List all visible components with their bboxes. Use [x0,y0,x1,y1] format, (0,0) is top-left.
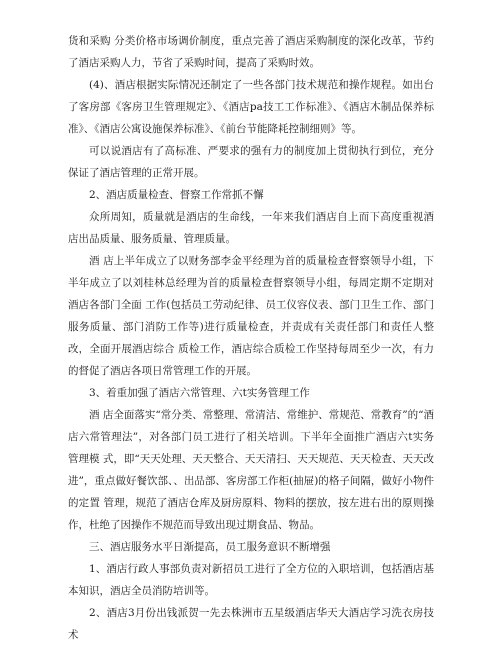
paragraph-management-summary: 可以说酒店有了高标准、严要求的强有力的制度加上贯彻执行到位，充分保证了酒店管理的正常开展。 [68,145,434,179]
paragraph-six-management: 酒 店全面落实“常分类、常整理、常清洁、常维护、常规范、常教育”的“酒店六常管理法”，对各部门员工进行了相关培训。下半年全面推广酒店六t实务管理模 式，即“天天处理、天天整合、天天清扫、天天规范、天天检查、天天改进”，重点做好餐饮部、、出品部、客房部工作柜(抽屉)的格子间隔，做好小物件的定置 管理，规范了酒店仓库及厨房原料、物料的摆放，按左进右出的原则操作，杜绝了因操作不规范而导致出现过期食品、物品。 [68,409,434,531]
heading-service-level: 三、酒店服务水平日渐提高，员工服务意识不断增强 [89,541,331,553]
paragraph-quality-lifeline: 众所周知，质量就是酒店的生命线，一年来我们酒店自上而下高度重视酒店出品质量、服务质量、管理质量。 [68,211,434,245]
paragraph-laundry-study: 2、酒店3月份出钱派贺一先去株洲市五星级酒店华天大酒店学习洗衣房技术 [68,607,434,641]
paragraph-inspection-team: 酒 店上半年成立了以财务部李金平经理为首的质量检查督察领导小组，下半年成立了以刘桂林总经理为首的质量检查督察领导小组，每周定期不定期对酒店各部门全面 工作(包括员工劳动纪律、员工仪容仪表、部门卫生工作、部门服务质量、部门消防工作等)进行质量检查，并责成有关责任部门和责任人整改，全面开展酒店综合 质检工作，酒店综合质检工作坚持每周至少一次，有力的督促了酒店各项日常管理工作的开展。 [68,255,434,377]
heading-six-management: 3、着重加强了酒店六常管理、六t实务管理工作 [89,387,310,399]
paragraph-training: 1、酒店行政人事部负责对新招员工进行了全方位的入职培训，包括酒店基本知识，酒店全员消防培训等。 [68,563,434,597]
paragraph-procurement: 货和采购 分类价格市场调价制度，重点完善了酒店采购制度的深化改革，节约了酒店采购人力，节省了采购时间，提高了采购时效。 [68,35,434,69]
heading-quality-inspection: 2、酒店质量检查、督察工作常抓不懈 [89,189,264,201]
paragraph-technical-standards: (4)、酒店根据实际情况还制定了一些各部门技术规范和操作规程。如出台了客房部《客房卫生管理规定》、《酒店pa技工工作标准》、《酒店木制品保养标准》、《酒店公寓设施保养标准》、《前台节能降耗控制细则》等。 [68,79,434,135]
